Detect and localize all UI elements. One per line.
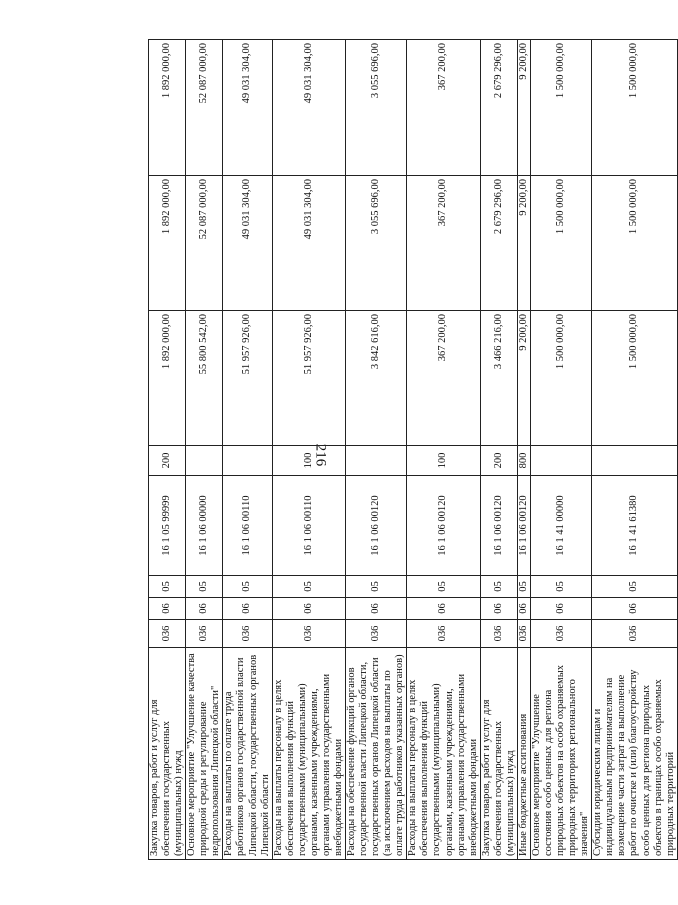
cell-c2: 06 bbox=[186, 598, 223, 620]
table-row bbox=[223, 40, 272, 860]
cell-c4: 16 1 06 00120 bbox=[517, 476, 530, 576]
cell-v3: 3 055 696,00 bbox=[346, 40, 407, 176]
cell-v1: 1 892 000,00 bbox=[149, 311, 186, 446]
cell-name: Основное мероприятие "Улучшение качества природной среды и регулирование недропользования Липецкой области" bbox=[186, 648, 223, 860]
cell-c1: 036 bbox=[186, 620, 223, 648]
cell-name: Расходы на обеспечение функций органов государственной власти Липецкой области, государственных органов Липецкой области (за исключением расходов на выплаты по оплате труда работников указанных органов) bbox=[346, 648, 407, 860]
cell-c1: 036 bbox=[272, 620, 345, 648]
cell-v1: 3 466 216,00 bbox=[480, 311, 517, 446]
table-row bbox=[592, 40, 677, 860]
cell-v3: 1 500 000,00 bbox=[592, 40, 677, 176]
cell-v2: 3 055 696,00 bbox=[346, 176, 407, 311]
cell-c2: 06 bbox=[272, 598, 345, 620]
cell-c3: 05 bbox=[272, 576, 345, 598]
cell-name: Расходы на выплаты персоналу в целях обеспечения выполнения функций государственными (муниципальными) органами, казенными учреждениями, органами управления государственными внебюджетными фондами bbox=[272, 648, 345, 860]
cell-c5: 200 bbox=[149, 446, 186, 476]
table-body bbox=[149, 40, 678, 860]
table-row bbox=[149, 40, 186, 860]
cell-name: Закупка товаров, работ и услуг для обеспечения государственных (муниципальных) нужд bbox=[480, 648, 517, 860]
cell-v2: 49 031 304,00 bbox=[272, 176, 345, 311]
cell-v1: 1 500 000,00 bbox=[592, 311, 677, 446]
table-row bbox=[346, 40, 407, 860]
cell-c4: 16 1 41 61380 bbox=[592, 476, 677, 576]
rotated-table-container bbox=[148, 40, 676, 860]
cell-c1: 036 bbox=[223, 620, 272, 648]
cell-c4: 16 1 06 00120 bbox=[407, 476, 480, 576]
cell-v1: 51 957 926,00 bbox=[223, 311, 272, 446]
cell-v3: 9 200,00 bbox=[517, 40, 530, 176]
cell-c2: 06 bbox=[530, 598, 591, 620]
cell-v1: 1 500 000,00 bbox=[530, 311, 591, 446]
cell-c2: 06 bbox=[223, 598, 272, 620]
cell-c3: 05 bbox=[149, 576, 186, 598]
cell-v2: 367 200,00 bbox=[407, 176, 480, 311]
cell-v2: 49 031 304,00 bbox=[223, 176, 272, 311]
cell-c4: 16 1 41 00000 bbox=[530, 476, 591, 576]
table-row bbox=[186, 40, 223, 860]
cell-c3: 05 bbox=[480, 576, 517, 598]
cell-v2: 2 679 296,00 bbox=[480, 176, 517, 311]
cell-c5: 800 bbox=[517, 446, 530, 476]
table-row bbox=[517, 40, 530, 860]
cell-c3: 05 bbox=[346, 576, 407, 598]
cell-c2: 06 bbox=[407, 598, 480, 620]
cell-c3: 05 bbox=[530, 576, 591, 598]
cell-v2: 1 500 000,00 bbox=[530, 176, 591, 311]
cell-v2: 1 892 000,00 bbox=[149, 176, 186, 311]
cell-v3: 1 500 000,00 bbox=[530, 40, 591, 176]
cell-c3: 05 bbox=[592, 576, 677, 598]
cell-v3: 1 892 000,00 bbox=[149, 40, 186, 176]
cell-c3: 05 bbox=[407, 576, 480, 598]
cell-c4: 16 1 06 00120 bbox=[480, 476, 517, 576]
cell-name: Расходы на выплаты по оплате труда работников органов государственной власти Липецкой области, государственных органов Липецкой области bbox=[223, 648, 272, 860]
cell-c2: 06 bbox=[346, 598, 407, 620]
cell-v3: 2 679 296,00 bbox=[480, 40, 517, 176]
cell-v2: 1 500 000,00 bbox=[592, 176, 677, 311]
cell-c2: 06 bbox=[517, 598, 530, 620]
cell-name: Расходы на выплаты персоналу в целях обеспечения выполнения функций государственными (муниципальными) органами, казенными учреждениями, органами управления государственными внебюджетными фондами bbox=[407, 648, 480, 860]
cell-c3: 05 bbox=[517, 576, 530, 598]
cell-c5 bbox=[346, 446, 407, 476]
cell-c4: 16 1 06 00000 bbox=[186, 476, 223, 576]
cell-v3: 52 087 000,00 bbox=[186, 40, 223, 176]
cell-c4: 16 1 05 99999 bbox=[149, 476, 186, 576]
cell-name: Основное мероприятие "Улучшение состояния особо ценных для региона природных объектов на особо охраняемых природных территориях регионального значения" bbox=[530, 648, 591, 860]
cell-c2: 06 bbox=[480, 598, 517, 620]
page-number: 216 bbox=[312, 443, 329, 467]
cell-name: Закупка товаров, работ и услуг для обеспечения государственных (муниципальных) нужд bbox=[149, 648, 186, 860]
cell-c4: 16 1 06 00120 bbox=[346, 476, 407, 576]
cell-v3: 49 031 304,00 bbox=[272, 40, 345, 176]
cell-v3: 49 031 304,00 bbox=[223, 40, 272, 176]
table-row bbox=[272, 40, 345, 860]
cell-v1: 367 200,00 bbox=[407, 311, 480, 446]
cell-c4: 16 1 06 00110 bbox=[223, 476, 272, 576]
cell-c5: 100 bbox=[272, 446, 345, 476]
cell-v1: 51 957 926,00 bbox=[272, 311, 345, 446]
cell-v1: 3 842 616,00 bbox=[346, 311, 407, 446]
cell-v1: 9 200,00 bbox=[517, 311, 530, 446]
cell-c5 bbox=[186, 446, 223, 476]
cell-name: Иные бюджетные ассигнования bbox=[517, 648, 530, 860]
cell-v2: 52 087 000,00 bbox=[186, 176, 223, 311]
cell-c5: 100 bbox=[407, 446, 480, 476]
cell-c1: 036 bbox=[149, 620, 186, 648]
cell-name: Субсидии юридическим лицам и индивидуальным предпринимателям на возмещение части затрат на выполнение работ по очистке и (или) благоустройству особо ценных для региона природных объектов в границах особо охраняемых природных территорий bbox=[592, 648, 677, 860]
cell-c5 bbox=[592, 446, 677, 476]
cell-c5 bbox=[530, 446, 591, 476]
budget-table bbox=[148, 39, 678, 860]
cell-c2: 06 bbox=[592, 598, 677, 620]
cell-c3: 05 bbox=[186, 576, 223, 598]
cell-c1: 036 bbox=[592, 620, 677, 648]
cell-c1: 036 bbox=[346, 620, 407, 648]
cell-c1: 036 bbox=[530, 620, 591, 648]
table-row bbox=[407, 40, 480, 860]
cell-c4: 16 1 06 00110 bbox=[272, 476, 345, 576]
cell-v2: 9 200,00 bbox=[517, 176, 530, 311]
table-row bbox=[480, 40, 517, 860]
cell-c1: 036 bbox=[407, 620, 480, 648]
cell-c5 bbox=[223, 446, 272, 476]
cell-v1: 55 800 542,00 bbox=[186, 311, 223, 446]
cell-c1: 036 bbox=[480, 620, 517, 648]
cell-c2: 06 bbox=[149, 598, 186, 620]
table-row bbox=[530, 40, 591, 860]
cell-c5: 200 bbox=[480, 446, 517, 476]
cell-c1: 036 bbox=[517, 620, 530, 648]
cell-v3: 367 200,00 bbox=[407, 40, 480, 176]
cell-c3: 05 bbox=[223, 576, 272, 598]
